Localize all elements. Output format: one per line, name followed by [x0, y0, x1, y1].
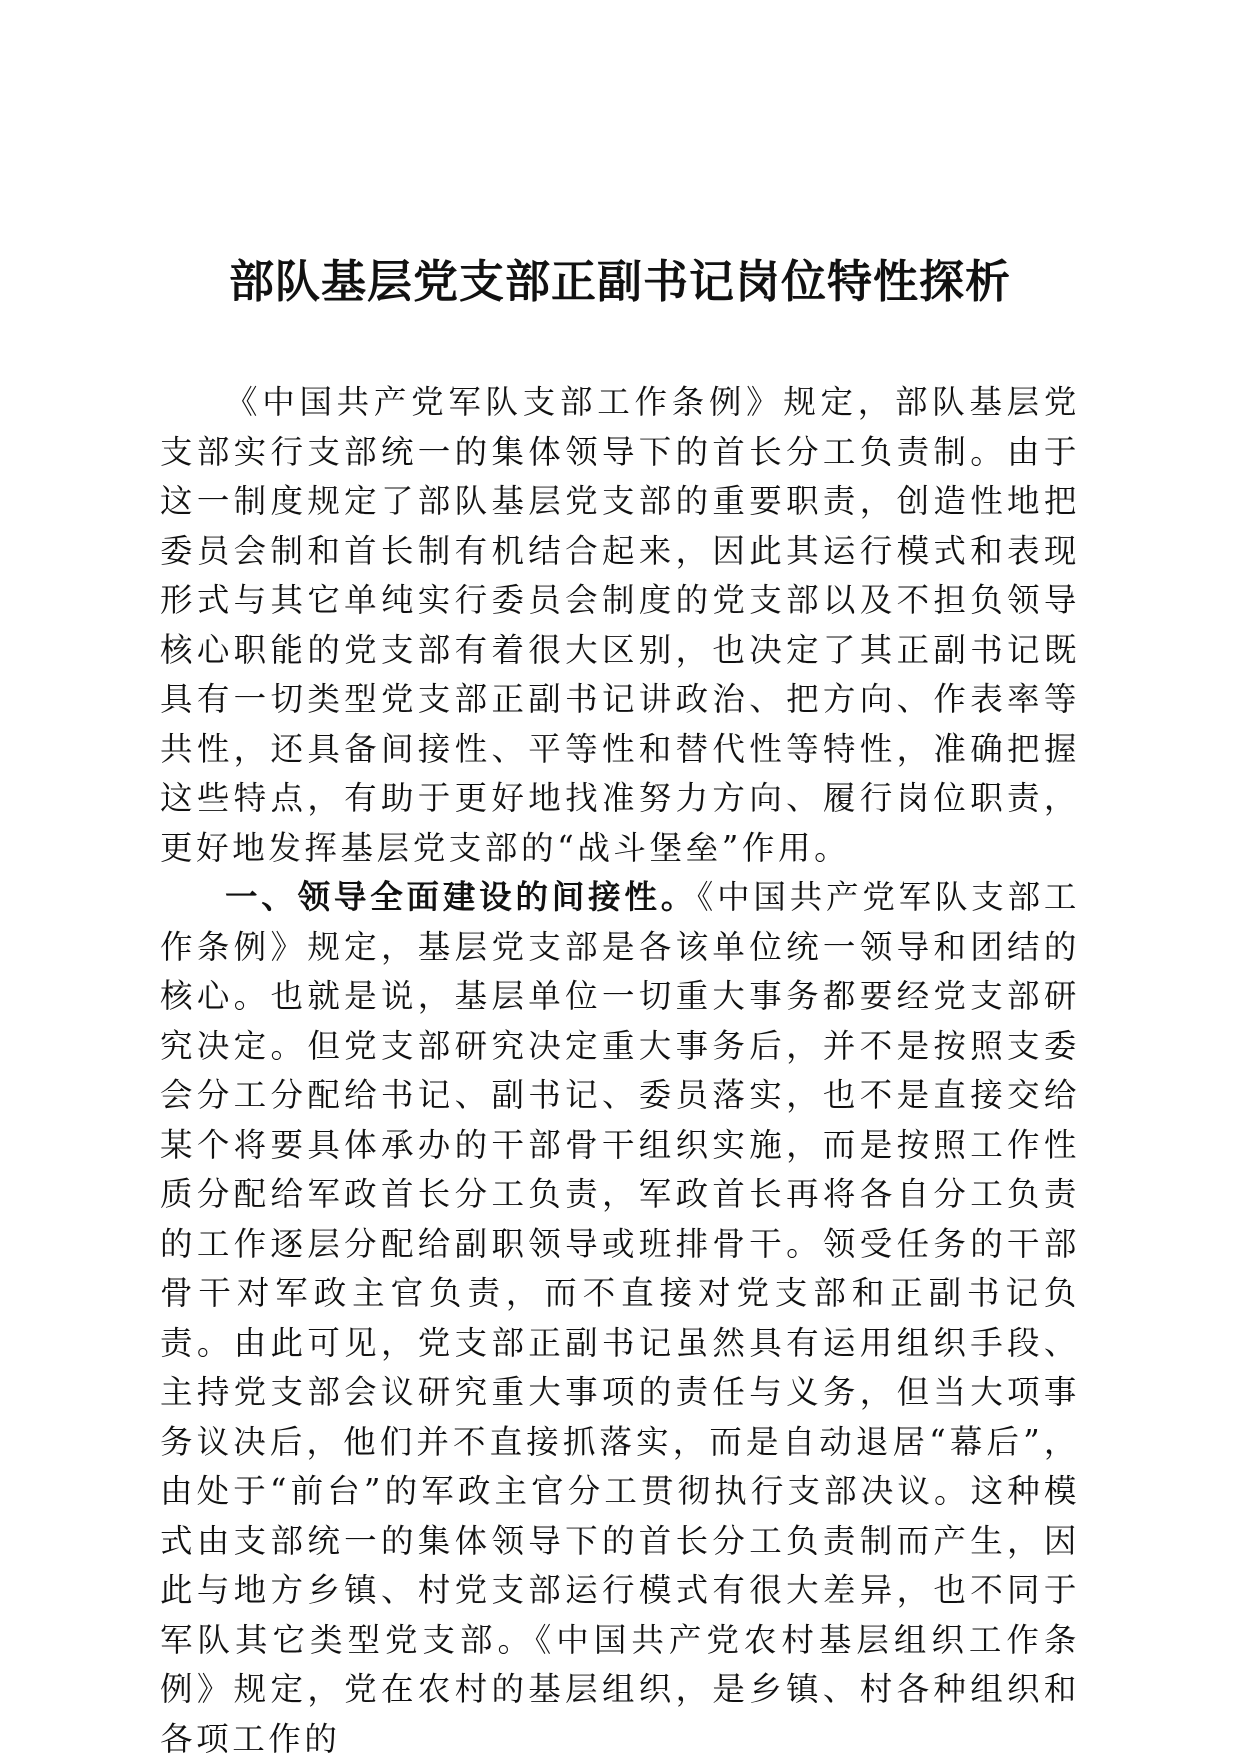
- intro-paragraph: 《中国共产党军队支部工作条例》规定，部队基层党支部实行支部统一的集体领导下的首长分工负责制。由于这一制度规定了部队基层党支部的重要职责，创造性地把委员会制和首长制有机结合起来，因此其运行模式和表现形式与其它单纯实行委员会制度的党支部以及不担负领导核心职能的党支部有着很大区别，也决定了其正副书记既具有一切类型党支部正副书记讲政治、把方向、作表率等共性，还具备间接性、平等性和替代性等特性，准确把握这些特点，有助于更好地找准努力方向、履行岗位职责，更好地发挥基层党支部的“战斗堡垒”作用。: [160, 383, 1080, 867]
- section-1-paragraph: [160, 873, 1080, 1764]
- section-1-text: 《中国共产党军队支部工作条例》规定，基层党支部是各该单位统一领导和团结的核心。也就是说，基层单位一切重大事务都要经党支部研究决定。但党支部研究决定重大事务后，并不是按照支委会分工分配给书记、副书记、委员落实，也不是直接交给某个将要具体承办的干部骨干组织实施，而是按照工作性质分配给军政首长分工负责，军政首长再将各自分工负责的工作逐层分配给副职领导或班排骨干。领受任务的干部骨干对军政主官负责，而不直接对党支部和正副书记负责。由此可见，党支部正副书记虽然具有运用组织手段、主持党支部会议研究重大事项的责任与义务，但当大项事务议决后，他们并不直接抓落实，而是自动退居“幕后”，由处于“前台”的军政主官分工贯彻执行支部决议。这种模式由支部统一的集体领导下的首长分工负责制而产生，因此与地方乡镇、村党支部运行模式有很大差异，也不同于军队其它类型党支部。《中国共产党农村基层组织工作条例》规定，党在农村的基层组织，是乡镇、村各种组织和各项工作的: [160, 878, 1080, 1758]
- document-body: [160, 378, 1080, 1764]
- document-title: 部队基层党支部正副书记岗位特性探析: [228, 255, 1011, 308]
- section-1-heading: 一、领导全面建设的间接性。: [225, 878, 698, 916]
